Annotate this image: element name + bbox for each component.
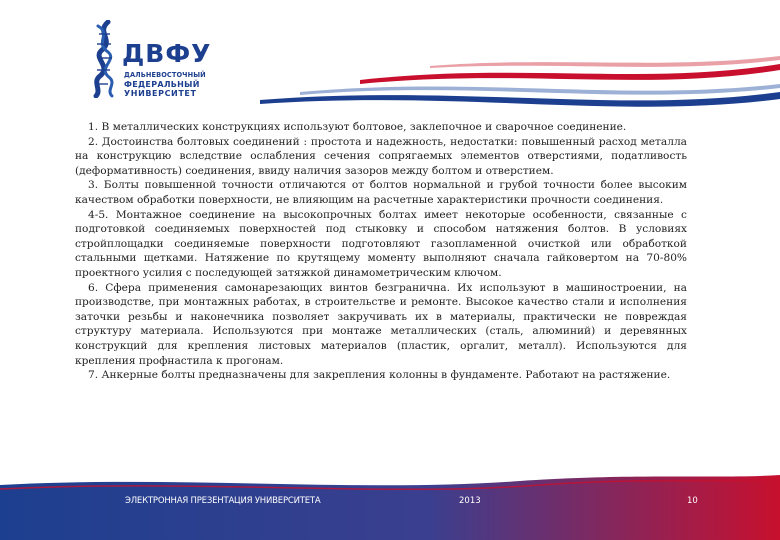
logo-name-line-1: ДАЛЬНЕВОСТОЧНЫЙ (124, 71, 206, 79)
paragraph-4-5: 4-5. Монтажное соединение на высокопрочных болтах имеет некоторые особенности, связанные с подготовкой соединяемых поверхностей под стыковку и способом натяжения болтов. В условиях стройплощадки соединяемые поверхности подготовляют газопламенной очисткой или обработкой стальными щетками. Натяжение по крутящему моменту выполняют сначала гайковертом на 70-80% проектного усилия с последующей затяжкой динамометрическим ключом. (75, 208, 687, 279)
paragraph-7: 7. Анкерные болты предназначены для закрепления колонны в фундаменте. Работают на растяжение. (88, 369, 671, 382)
paragraph-3: 3. Болты повышенной точности отличаются от болтов нормальной и грубой точности более высоким качеством обработки поверхности, не влияющим на расчетные характеристики прочности соединения. (75, 179, 687, 206)
ribbon-light-red (430, 56, 780, 68)
dna-helix-logo-icon (88, 20, 120, 98)
paragraph-2: 2. Достоинства болтовых соединений : простота и надежность, недостатки: повышенный расход металла на конструкцию вследствие ослабления сечения сопрягаемых элементов отверстиями, податливость (деформативность) соединения, ввиду наличия зазоров между болтом и отверстием. (75, 135, 687, 177)
university-logo (88, 20, 248, 100)
footer-wave-background (0, 467, 780, 540)
paragraph-6: 6. Сфера применения самонарезающих винтов безгранична. Их используют в машиностроении, на производстве, при монтажных работах, в строительстве и ремонте. Высокое качество стали и исполнения заточки резьбы и наконечника позволяет закручивать их в материалы, практически не повреждая структуру материала. Используются при монтаже металлических (сталь, алюминий) и деревянных конструкций для крепления листовых материалов (пластик, оргалит, металл). Используются для крепления профнастила к прогонам. (75, 281, 687, 367)
logo-university-name (124, 71, 206, 98)
ribbon-light-blue (300, 84, 780, 95)
logo-abbreviation: ДВФУ (122, 39, 212, 68)
slide-body-text (75, 120, 687, 460)
paragraph-1: 1. В металлических конструкциях используют болтовое, заклепочное и сварочное соединение. (88, 121, 627, 133)
logo-name-line-3: УНИВЕРСИТЕТ (124, 89, 197, 98)
slide-page-number: 10 (687, 496, 698, 506)
footer-year: 2013 (459, 496, 481, 506)
footer (0, 467, 780, 540)
ribbon-red (360, 64, 780, 84)
footer-presentation-title: ЭЛЕКТРОННАЯ ПРЕЗЕНТАЦИЯ УНИВЕРСИТЕТА (125, 496, 321, 506)
logo-name-line-2: ФЕДЕРАЛЬНЫЙ (124, 80, 200, 89)
ribbon-blue (260, 92, 780, 107)
